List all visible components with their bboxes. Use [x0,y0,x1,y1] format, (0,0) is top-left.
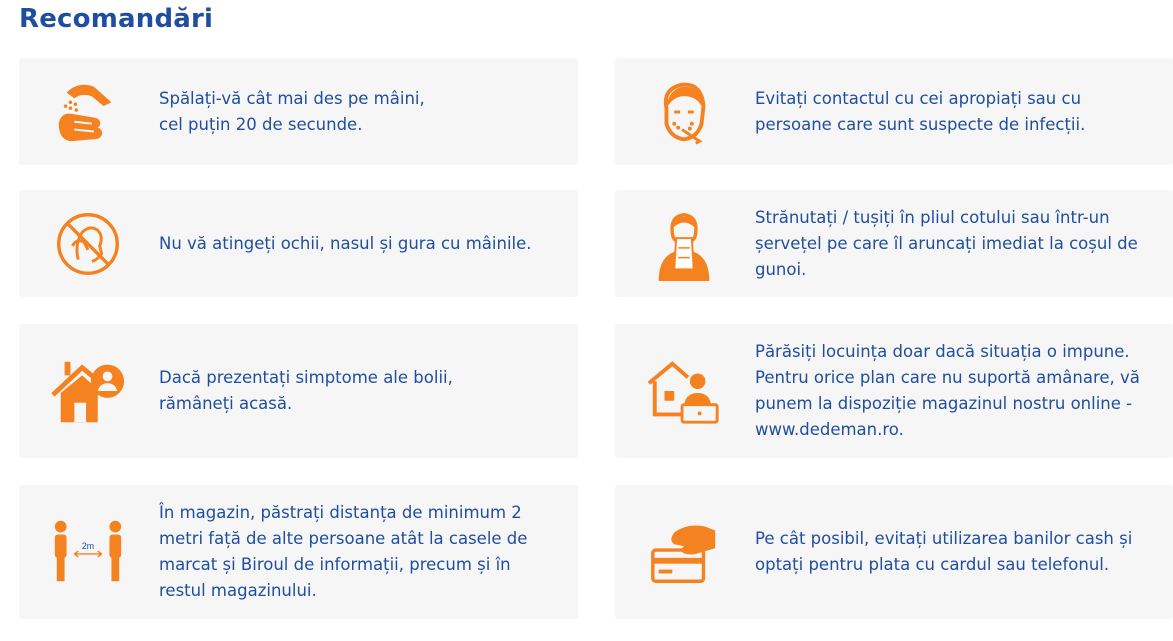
home-online-icon [645,352,723,430]
recommendation-text: Părăsiți locuința doar dacă situația o impune. Pentru orice plan care nu suportă amânare, vă punem la dispoziție magazinul nostru online - www.dedeman.ro. [755,342,1140,439]
hand-wash-icon [49,73,127,151]
recommendation-card-avoid-contact [615,58,1173,165]
social-distance-icon [49,513,127,591]
recommendation-text: Strănutați / tușiți în pliul cotului sau într-un șervețel pe care îl aruncați imediat la coșul de gunoi. [755,207,1138,279]
sneeze-tissue-icon [645,205,723,283]
recommendation-text: Pe cât posibil, evitați utilizarea banilor cash și optați pentru plata cu cardul sau telefonul. [755,529,1133,574]
sick-person-icon [645,73,723,151]
distance-label: 2m [81,541,95,552]
recommendation-card-social-distance [19,485,578,619]
recommendation-card-no-face-touch [19,190,578,297]
recommendation-text: Evitați contactul cu cei apropiați sau cu persoane care sunt suspecte de infecții. [755,88,1086,134]
recommendation-text: Spălați-vă cât mai des pe mâini, cel puțin 20 de secunde. [159,88,425,134]
recommendation-card-sneeze-elbow [615,190,1173,297]
stay-home-icon [49,352,127,430]
recommendation-card-stay-home [19,324,578,458]
recommendation-card-hand-wash [19,58,578,165]
recommendation-text: În magazin, păstrați distanța de minimum 2 metri față de alte persoane atât la casele de marcat și Biroul de informații, precum și în restul magazinului. [159,503,528,600]
recommendation-text: Dacă prezentați simptome ale bolii, rămâneți acasă. [159,368,453,413]
recommendation-card-card-payment [615,485,1173,619]
no-face-touch-icon [49,205,127,283]
recommendation-card-home-online [615,324,1173,458]
page-title: Recomandări [19,4,214,34]
recommendation-text: Nu vă atingeți ochii, nasul și gura cu mâinile. [159,233,532,253]
card-payment-icon [645,513,723,591]
